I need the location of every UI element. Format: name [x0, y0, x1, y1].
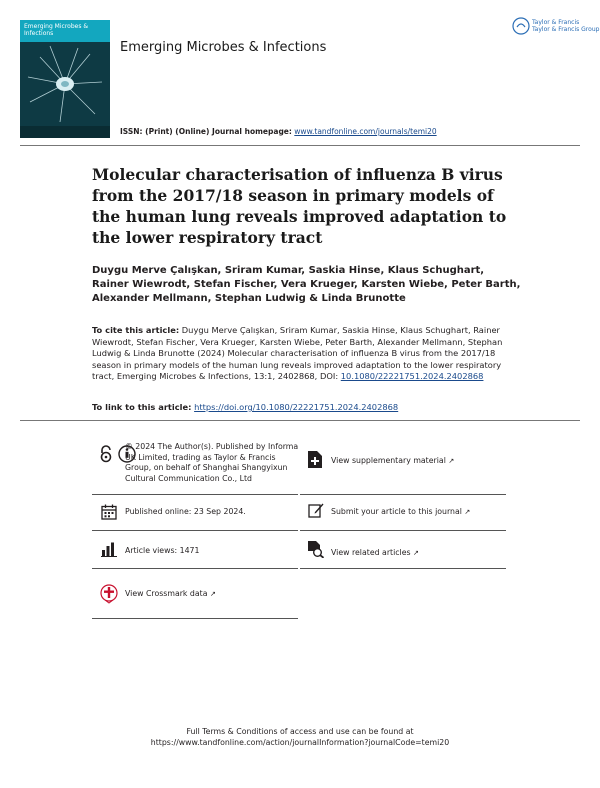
- issn-line: [120, 127, 437, 136]
- right-divider-2: [300, 530, 506, 531]
- left-divider-2: [92, 530, 298, 531]
- article-views: Article views: 1471: [125, 546, 200, 555]
- edit-icon: [308, 502, 324, 518]
- publisher-logo-line1: Taylor & Francis: [532, 19, 580, 26]
- crossmark-label: View Crossmark data: [125, 589, 208, 598]
- add-document-icon: [308, 451, 322, 468]
- crossmark-link[interactable]: [125, 589, 216, 600]
- external-link-icon: ↗: [209, 590, 216, 598]
- cover-footer-bar: [20, 126, 110, 138]
- right-divider-1: [300, 494, 506, 495]
- external-link-icon: ↗: [413, 549, 419, 557]
- published-date: Published online: 23 Sep 2024.: [125, 507, 246, 516]
- issn-label: ISSN: (Print) (Online) Journal homepage:: [120, 127, 292, 136]
- related-articles-link[interactable]: [331, 548, 419, 559]
- external-link-icon: ↗: [448, 457, 455, 465]
- left-divider-3: [92, 568, 298, 569]
- submit-article-link[interactable]: [331, 507, 470, 518]
- publisher-logo: [510, 16, 600, 38]
- cover-title-bar: [20, 20, 110, 42]
- publisher-logo-line2: Taylor & Francis Group: [532, 26, 600, 33]
- external-link-icon: ↗: [464, 508, 471, 516]
- submit-article-label: Submit your article to this journal: [331, 507, 462, 516]
- article-title: Molecular characterisation of influenza B virus from the 2017/18 season in primary models of the human lung reveals improved adaptation to the lower respiratory tract: [92, 165, 507, 247]
- header-divider: [20, 145, 580, 146]
- supplementary-label: View supplementary material: [331, 456, 446, 465]
- right-divider-3: [300, 568, 506, 569]
- article-doi-link[interactable]: https://doi.org/10.1080/22221751.2024.2402868: [194, 402, 399, 412]
- related-articles-label: View related articles: [331, 548, 411, 557]
- terms-footer-line1: Full Terms & Conditions of access and use can be found at: [186, 727, 414, 736]
- left-divider-1: [92, 494, 298, 495]
- crossmark-icon[interactable]: [100, 584, 118, 604]
- cover-title: Emerging Microbes & Infections: [24, 23, 89, 37]
- journal-name[interactable]: Emerging Microbes & Infections: [120, 40, 327, 55]
- info-divider: [20, 420, 580, 421]
- citation-block: [92, 325, 522, 383]
- article-link-label: To link to this article:: [92, 402, 192, 412]
- publisher-logo-text: [532, 19, 599, 33]
- journal-cover-image: [20, 20, 110, 138]
- cover-microbe-illustration: [20, 42, 110, 126]
- bar-chart-icon: [101, 541, 117, 557]
- search-document-icon: [308, 541, 324, 558]
- calendar-icon: [101, 504, 117, 520]
- license-text: © 2024 The Author(s). Published by Informa UK Limited, trading as Taylor & Francis Group, on behalf of Shanghai Shangyixun Cultural Communication Co., Ltd: [125, 442, 299, 483]
- terms-footer: [0, 726, 600, 748]
- article-authors: Duygu Merve Çalışkan, Sriram Kumar, Saskia Hinse, Klaus Schughart, Rainer Wiewrodt, Stefan Fischer, Vera Krueger, Karsten Wiebe, Peter Barth, Alexander Mellmann, Stephan Ludwig & Linda Brunotte: [92, 265, 521, 304]
- article-link-row: [92, 402, 398, 412]
- citation-label: To cite this article:: [92, 325, 180, 335]
- terms-footer-url[interactable]: https://www.tandfonline.com/action/journalInformation?journalCode=temi20: [150, 738, 450, 747]
- journal-homepage-link[interactable]: www.tandfonline.com/journals/temi20: [294, 127, 437, 136]
- citation-doi-link[interactable]: 10.1080/22221751.2024.2402868: [340, 371, 484, 381]
- supplementary-link[interactable]: [331, 456, 454, 467]
- left-divider-4: [92, 618, 298, 619]
- citation-text: Duygu Merve Çalışkan, Sriram Kumar, Saskia Hinse, Klaus Schughart, Rainer Wiewrodt, Stefan Fischer, Vera Krueger, Karsten Wiebe, Peter Barth, Alexander Mellmann, Stephan Ludwig & Linda Brunotte (2024) Molecular characterisation of influenza B virus from the 2017/18 season in primary models of the human lung reveals improved adaptation to the lower respiratory tract, Emerging Microbes & Infections, 13:1, 2402868, DOI:: [92, 325, 503, 381]
- publisher-logo-icon: [512, 17, 530, 35]
- open-access-icon: [99, 445, 113, 463]
